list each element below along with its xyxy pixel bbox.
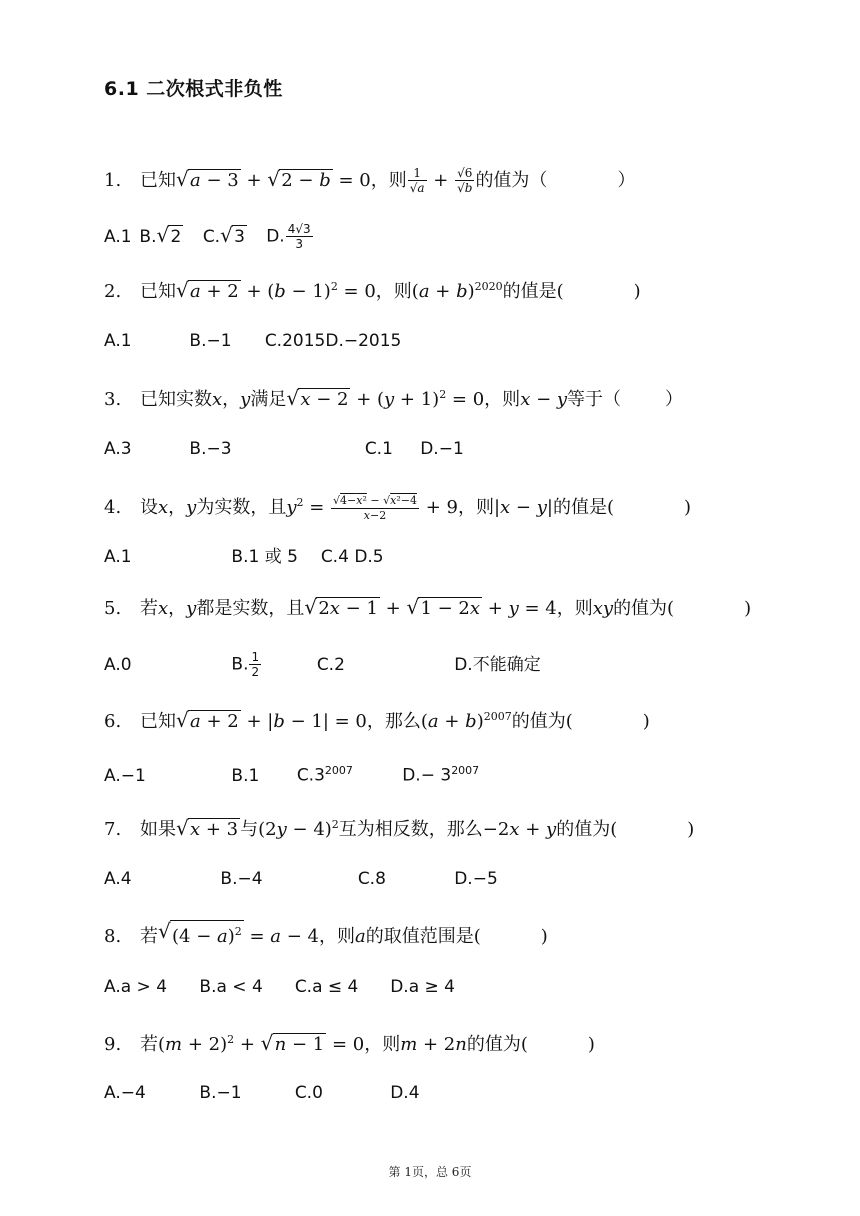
option-a[interactable]: A.1 (104, 226, 132, 247)
question-3-options (104, 436, 464, 462)
option-c[interactable]: C.1 (364, 439, 393, 459)
option-a[interactable]: A.a > 4 (104, 977, 168, 997)
option-d[interactable]: D.−2015 (325, 331, 402, 351)
question-3-text: 已知实数x，y满足√ $x - 2 + (y + 1)^2 = 0$，则x − y等于（ ） (140, 389, 683, 410)
question-6 (104, 704, 650, 735)
page-footer: 第 1页，总 6页 (388, 1165, 472, 1179)
option-a[interactable]: A.4 (104, 869, 132, 889)
question-7-options (104, 866, 498, 892)
question-8 (104, 920, 548, 950)
option-d[interactable]: $D.- 3^{2007}$ (402, 764, 480, 786)
option-c[interactable]: C.4 (320, 547, 349, 567)
question-4-options (104, 544, 384, 570)
question-8-options (104, 974, 455, 1000)
question-5 (104, 596, 751, 622)
question-9 (104, 1027, 595, 1058)
option-c[interactable]: C.2 (316, 654, 345, 675)
option-a[interactable]: A.0 (104, 654, 132, 675)
option-c[interactable]: C.8 (357, 869, 386, 889)
question-6-options (104, 758, 479, 789)
option-d[interactable]: D.不能确定 (454, 654, 541, 675)
question-1-options (104, 222, 314, 251)
option-b[interactable]: B.1 (231, 765, 260, 786)
option-c[interactable]: C.0 (294, 1083, 323, 1103)
question-6-text: 已知√ a + 2 + |b − 1| = 0，那么$(a + b)^{2007}$的值为( ) (140, 711, 650, 732)
question-9-options (104, 1080, 420, 1106)
question-2-text: 已知√ $a + 2 + (b - 1)^2 = 0$，则$(a + b)^{2020}$的值是( ) (140, 281, 641, 302)
question-3 (104, 382, 683, 413)
option-a[interactable]: A.1 (104, 547, 132, 567)
page-title: 6.1 二次根式非负性 (104, 78, 283, 100)
option-c[interactable]: $C.3^{2007}$ (296, 764, 353, 786)
option-a[interactable]: A.1 (104, 331, 132, 351)
question-number: 2. (104, 281, 122, 302)
option-b[interactable]: B.−1 (199, 1083, 242, 1103)
question-number: 3. (104, 389, 122, 410)
question-7-text: 如果√ x + 3 与$(2y - 4)^2$互为相反数，那么−2x + y的值为( ) (140, 819, 694, 840)
question-4-text: 设x，y为实数，且$y^2$ = $\frac{\text{√4−x² − √x²−4}}{x-2}$ + 9，则|x − y|的值是( ) (140, 493, 692, 522)
question-1 (104, 166, 635, 195)
question-8-text: 若√ $(4 - a)^2 = a - 4$，则a的取值范围是( ) (140, 926, 548, 947)
question-2-options (104, 328, 401, 354)
option-b[interactable]: B.√ 2 (139, 224, 197, 250)
question-5-options (104, 650, 541, 679)
option-b[interactable]: B. $\frac{1}{2}$ (231, 650, 260, 679)
option-b[interactable]: B.a < 4 (199, 977, 263, 997)
option-b[interactable]: B.−4 (220, 869, 263, 889)
option-d[interactable]: D. $\frac{4√3}{3}$ (266, 222, 311, 251)
option-b[interactable]: B.−3 (189, 439, 232, 459)
question-5-text: 若x，y都是实数，且√ 2x − 1 + √ 1 − 2x + y = 4，则xy的值为( ) (140, 598, 751, 619)
option-a[interactable]: A.−1 (104, 765, 146, 786)
option-d[interactable]: D.5 (354, 547, 384, 567)
question-7 (104, 812, 694, 843)
option-b[interactable]: B.1 或 5 (231, 547, 298, 567)
question-number: 8. (104, 926, 122, 947)
question-9-text: 若$(m + 2)^2$ + √ n − 1 = 0，则m + 2n的值为( ) (140, 1034, 595, 1055)
option-a[interactable]: A.3 (104, 439, 132, 459)
question-number: 1. (104, 169, 122, 191)
option-d[interactable]: D.−5 (454, 869, 498, 889)
option-d[interactable]: D.−1 (420, 439, 464, 459)
option-d[interactable]: D.a ≥ 4 (390, 977, 455, 997)
question-number: 4. (104, 497, 122, 518)
question-number: 6. (104, 711, 122, 732)
option-c[interactable]: C.√ 3 (203, 224, 261, 250)
option-b[interactable]: B.−1 (189, 331, 232, 351)
question-number: 9. (104, 1034, 122, 1055)
question-1-text: 已知√ a − 3 + √ 2 − b = 0，则 $\frac{1}{√a}$ + $\frac{√6}{√b}$ 的值为（ ） (140, 170, 635, 191)
option-d[interactable]: D.4 (390, 1083, 420, 1103)
question-number: 7. (104, 819, 122, 840)
option-a[interactable]: A.−4 (104, 1083, 146, 1103)
question-2 (104, 274, 641, 305)
option-c[interactable]: C.a ≤ 4 (294, 977, 359, 997)
option-c[interactable]: C.2015 (264, 331, 326, 351)
question-number: 5. (104, 598, 122, 619)
question-4 (104, 490, 691, 523)
